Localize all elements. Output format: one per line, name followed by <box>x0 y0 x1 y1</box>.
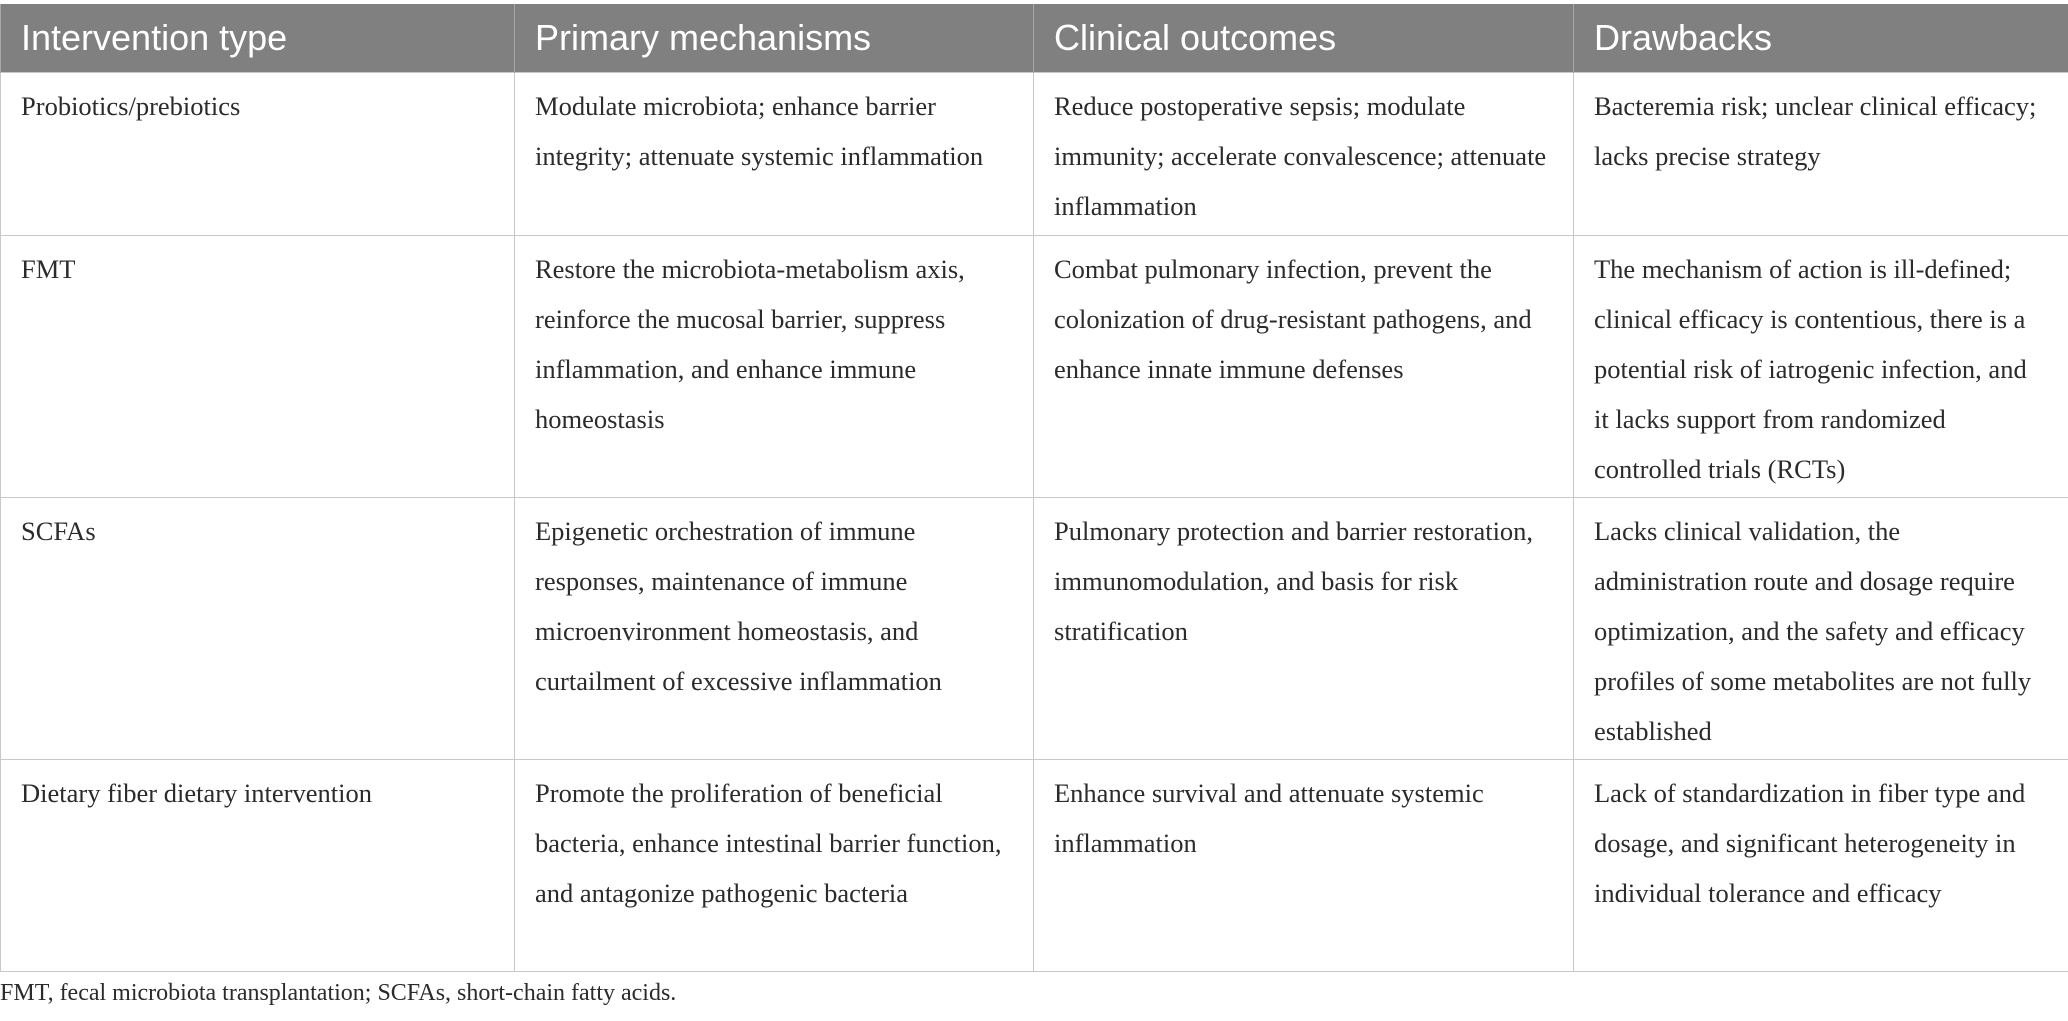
cell-primary-mechanisms: Promote the proliferation of beneficial bacteria, enhance intestinal barrier function, and antagonize pathogenic bacteria <box>515 759 1034 971</box>
table-header-row <box>1 4 2068 72</box>
cell-clinical-outcomes: Reduce postoperative sepsis; modulate immunity; accelerate convalescence; attenuate inflammation <box>1034 72 1574 235</box>
intervention-table-container <box>0 4 2068 972</box>
cell-primary-mechanisms: Modulate microbiota; enhance barrier integrity; attenuate systemic inflammation <box>515 72 1034 235</box>
cell-drawbacks: Bacteremia risk; unclear clinical efficacy; lacks precise strategy <box>1574 72 2068 235</box>
intervention-table <box>0 4 2068 972</box>
header-intervention-type: Intervention type <box>1 4 515 72</box>
table-row <box>1 235 2068 497</box>
cell-drawbacks: The mechanism of action is ill-defined; clinical efficacy is contentious, there is a potential risk of iatrogenic infection, and it lacks support from randomized controlled trials (RCTs) <box>1574 235 2068 497</box>
cell-intervention-type: Dietary fiber dietary intervention <box>1 759 515 971</box>
cell-intervention-type: FMT <box>1 235 515 497</box>
cell-clinical-outcomes: Enhance survival and attenuate systemic inflammation <box>1034 759 1574 971</box>
table-row <box>1 497 2068 759</box>
cell-intervention-type: Probiotics/prebiotics <box>1 72 515 235</box>
header-primary-mechanisms: Primary mechanisms <box>515 4 1034 72</box>
cell-primary-mechanisms: Epigenetic orchestration of immune responses, maintenance of immune microenvironment homeostasis, and curtailment of excessive inflammation <box>515 497 1034 759</box>
header-clinical-outcomes: Clinical outcomes <box>1034 4 1574 72</box>
table-row <box>1 759 2068 971</box>
cell-drawbacks: Lack of standardization in fiber type and dosage, and significant heterogeneity in individual tolerance and efficacy <box>1574 759 2068 971</box>
cell-primary-mechanisms: Restore the microbiota-metabolism axis, reinforce the mucosal barrier, suppress inflammation, and enhance immune homeostasis <box>515 235 1034 497</box>
cell-clinical-outcomes: Combat pulmonary infection, prevent the colonization of drug-resistant pathogens, and enhance innate immune defenses <box>1034 235 1574 497</box>
cell-drawbacks: Lacks clinical validation, the administration route and dosage require optimization, and the safety and efficacy profiles of some metabolites are not fully established <box>1574 497 2068 759</box>
table-footnote: FMT, fecal microbiota transplantation; SCFAs, short-chain fatty acids. <box>0 980 677 1006</box>
table-row <box>1 72 2068 235</box>
cell-intervention-type: SCFAs <box>1 497 515 759</box>
cell-clinical-outcomes: Pulmonary protection and barrier restoration, immunomodulation, and basis for risk stratification <box>1034 497 1574 759</box>
header-drawbacks: Drawbacks <box>1574 4 2068 72</box>
